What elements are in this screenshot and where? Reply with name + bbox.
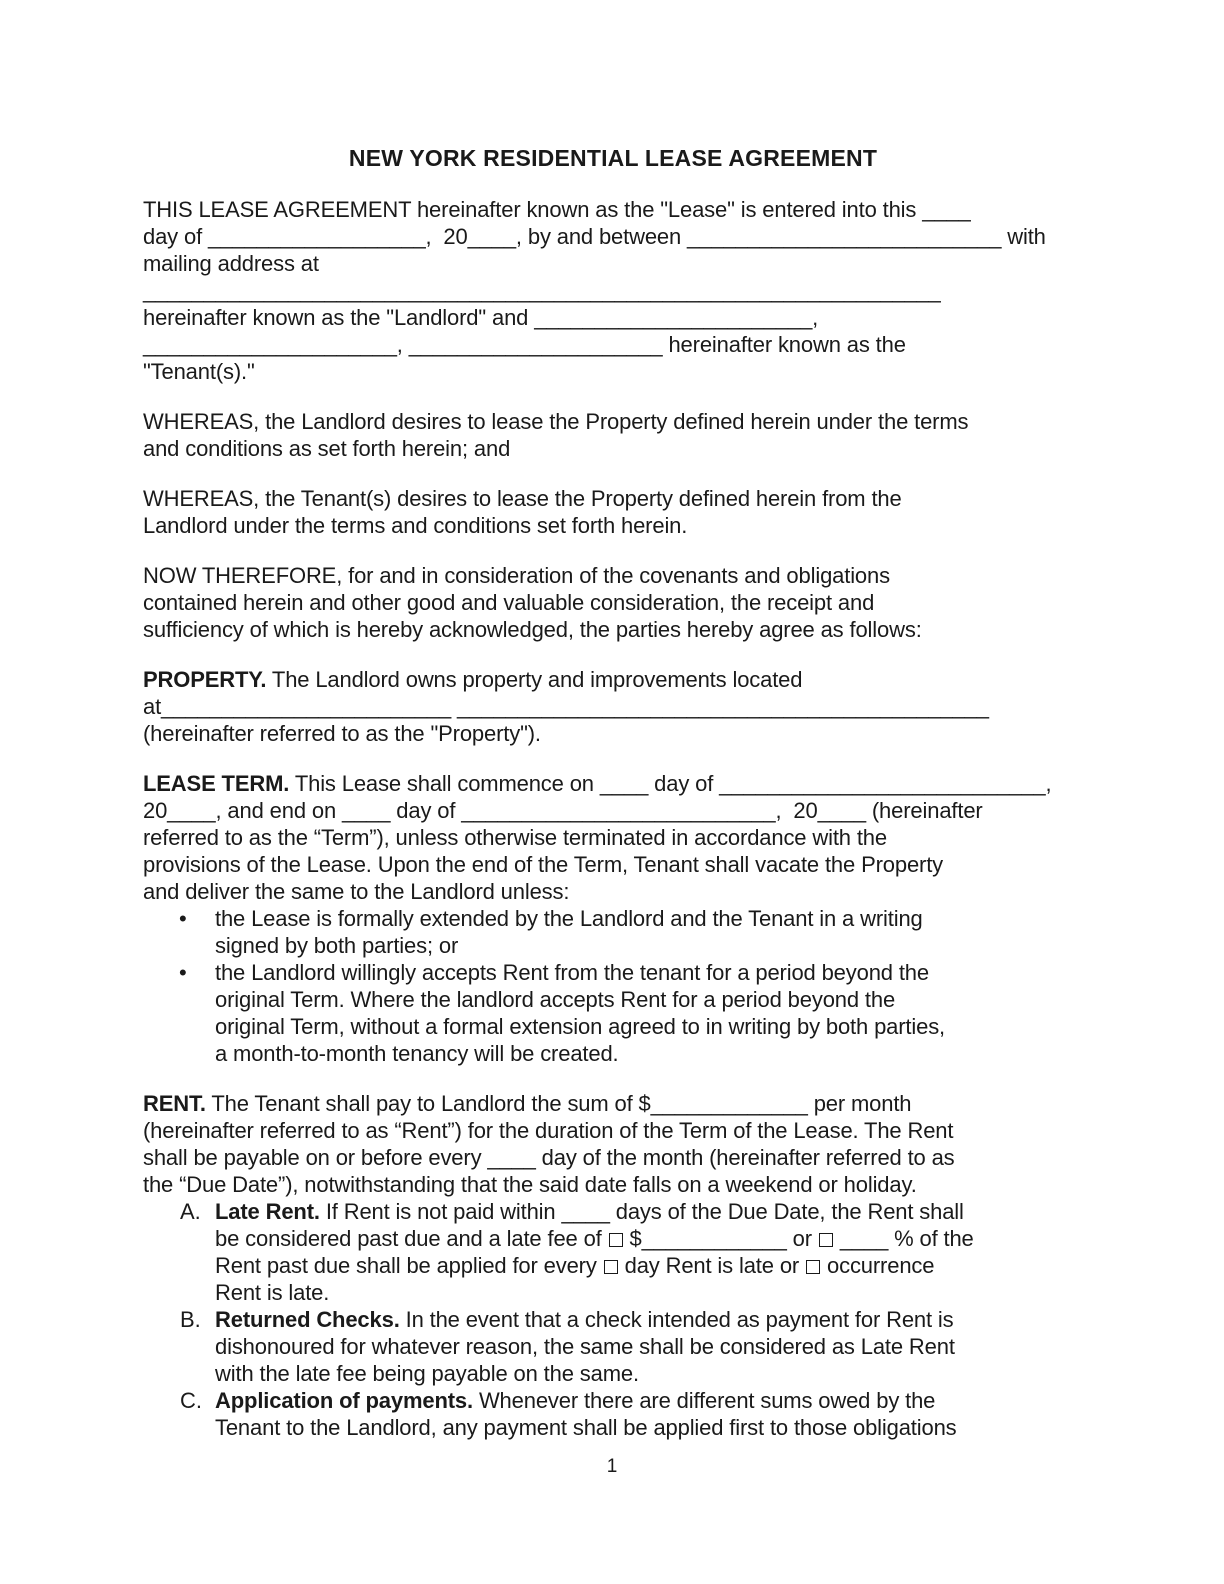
text-line: Tenant to the Landlord, any payment shall be applied first to those obligations — [215, 1415, 957, 1440]
text-line: hereinafter known as the "Landlord" and _______________________, — [143, 305, 819, 330]
text-line: and deliver the same to the Landlord unless: — [143, 879, 570, 904]
text-line — [215, 1252, 1083, 1279]
text-line: original Term, without a formal extension agreed to in writing by both parties, — [215, 1014, 946, 1039]
text-line: a month-to-month tenancy will be created. — [215, 1041, 619, 1066]
text-run: day Rent is late or — [618, 1253, 806, 1278]
list-item-body — [215, 1387, 1083, 1441]
bullet-item-lease-extended — [143, 905, 1083, 959]
text-line: WHEREAS, the Landlord desires to lease the Property defined herein under the terms — [143, 409, 969, 434]
text-line: the “Due Date”), notwithstanding that the said date falls on a weekend or holiday. — [143, 1172, 917, 1197]
text-line: NOW THEREFORE, for and in consideration of the covenants and obligations — [143, 563, 890, 588]
text-run: be considered past due and a late fee of — [215, 1226, 608, 1251]
late-rent-heading: Late Rent. — [215, 1199, 320, 1224]
property-heading: PROPERTY. — [143, 667, 267, 692]
text-line: "Tenant(s)." — [143, 359, 255, 384]
text-line: original Term. Where the landlord accepts Rent for a period beyond the — [215, 987, 896, 1012]
document-content — [143, 146, 1083, 1464]
whereas-tenant-paragraph — [143, 485, 1083, 539]
late-frequency-day-checkbox[interactable] — [604, 1260, 618, 1274]
text-run: $____________ or — [623, 1226, 818, 1251]
bullet-icon: • — [179, 960, 187, 985]
late-fee-amount-checkbox[interactable] — [609, 1233, 623, 1247]
late-frequency-occurrence-checkbox[interactable] — [806, 1260, 820, 1274]
bullet-text — [215, 905, 1083, 959]
text-line: (hereinafter referred to as the "Property"). — [143, 721, 541, 746]
page-number: 1 — [606, 1456, 618, 1477]
text-run: Whenever there are different sums owed by the — [472, 1388, 936, 1413]
text-line: sufficiency of which is hereby acknowledged, the parties hereby agree as follows: — [143, 617, 922, 642]
rent-heading: RENT. — [143, 1091, 206, 1116]
text-run: In the event that a check intended as payment for Rent is — [399, 1307, 954, 1332]
text-line: (hereinafter referred to as “Rent”) for the duration of the Term of the Lease. The Rent — [143, 1118, 954, 1143]
text-line: at________________________ ____________________________________________ — [143, 694, 989, 719]
bullet-item-landlord-accepts-rent — [143, 959, 1083, 1067]
text-line — [215, 1198, 1083, 1225]
list-item-application-of-payments — [143, 1387, 1083, 1441]
text-line: dishonoured for whatever reason, the same shall be considered as Late Rent — [215, 1334, 955, 1359]
text-line: with the late fee being payable on the same. — [215, 1361, 639, 1386]
text-run: The Landlord owns property and improvements located — [266, 667, 803, 692]
text-line: 20____, and end on ____ day of __________________________, 20____ (hereinafter — [143, 798, 983, 823]
text-line: mailing address at __________________________________________________________________ — [143, 251, 941, 303]
text-line: _____________________, _____________________ hereinafter known as the — [143, 332, 906, 357]
property-section — [143, 666, 1083, 747]
intro-paragraph — [143, 196, 1083, 385]
list-item-body — [215, 1306, 1083, 1387]
text-run: occurrence — [821, 1253, 935, 1278]
text-line: signed by both parties; or — [215, 933, 459, 958]
text-line — [143, 770, 1083, 797]
text-run: The Tenant shall pay to Landlord the sum of $_____________ per month — [205, 1091, 912, 1116]
text-line: Landlord under the terms and conditions set forth herein. — [143, 513, 688, 538]
list-item-late-rent — [143, 1198, 1083, 1306]
text-run: If Rent is not paid within ____ days of the Due Date, the Rent shall — [319, 1199, 964, 1224]
bullet-icon: • — [179, 906, 187, 931]
list-item-returned-checks — [143, 1306, 1083, 1387]
list-label: C. — [180, 1388, 202, 1413]
whereas-landlord-paragraph — [143, 408, 1083, 462]
text-line — [215, 1306, 1083, 1333]
list-item-body — [215, 1198, 1083, 1306]
text-line: shall be payable on or before every ____ day of the month (hereinafter referred to as — [143, 1145, 955, 1170]
list-label: A. — [180, 1199, 201, 1224]
returned-checks-heading: Returned Checks. — [215, 1307, 400, 1332]
text-line: WHEREAS, the Tenant(s) desires to lease the Property defined herein from the — [143, 486, 902, 511]
text-line: referred to as the “Term”), unless otherwise terminated in accordance with the — [143, 825, 887, 850]
document-title: NEW YORK RESIDENTIAL LEASE AGREEMENT — [348, 145, 878, 171]
text-run: This Lease shall commence on ____ day of ___________________________, — [289, 771, 1052, 796]
text-line: contained herein and other good and valuable consideration, the receipt and — [143, 590, 875, 615]
text-line: Rent is late. — [215, 1280, 330, 1305]
late-fee-percent-checkbox[interactable] — [819, 1233, 833, 1247]
text-line: day of __________________, 20____, by and between __________________________ with — [143, 224, 1046, 249]
text-line: and conditions as set forth herein; and — [143, 436, 511, 461]
text-line — [215, 1225, 1083, 1252]
text-run: ____ % of the — [833, 1226, 974, 1251]
text-line: the Landlord willingly accepts Rent from the tenant for a period beyond the — [215, 960, 929, 985]
application-of-payments-heading: Application of payments. — [215, 1388, 473, 1413]
lease-term-section — [143, 770, 1083, 1067]
text-line: provisions of the Lease. Upon the end of the Term, Tenant shall vacate the Property — [143, 852, 944, 877]
text-line: the Lease is formally extended by the Landlord and the Tenant in a writing — [215, 906, 923, 931]
text-line — [143, 1090, 1083, 1117]
bullet-text — [215, 959, 1083, 1067]
rent-section — [143, 1090, 1083, 1441]
now-therefore-paragraph — [143, 562, 1083, 643]
text-line — [143, 666, 1083, 693]
text-line — [215, 1387, 1083, 1414]
text-line: THIS LEASE AGREEMENT hereinafter known as the "Lease" is entered into this ____ — [143, 197, 971, 222]
lease-term-heading: LEASE TERM. — [143, 771, 290, 796]
text-run: Rent past due shall be applied for every — [215, 1253, 603, 1278]
list-label: B. — [180, 1307, 201, 1332]
